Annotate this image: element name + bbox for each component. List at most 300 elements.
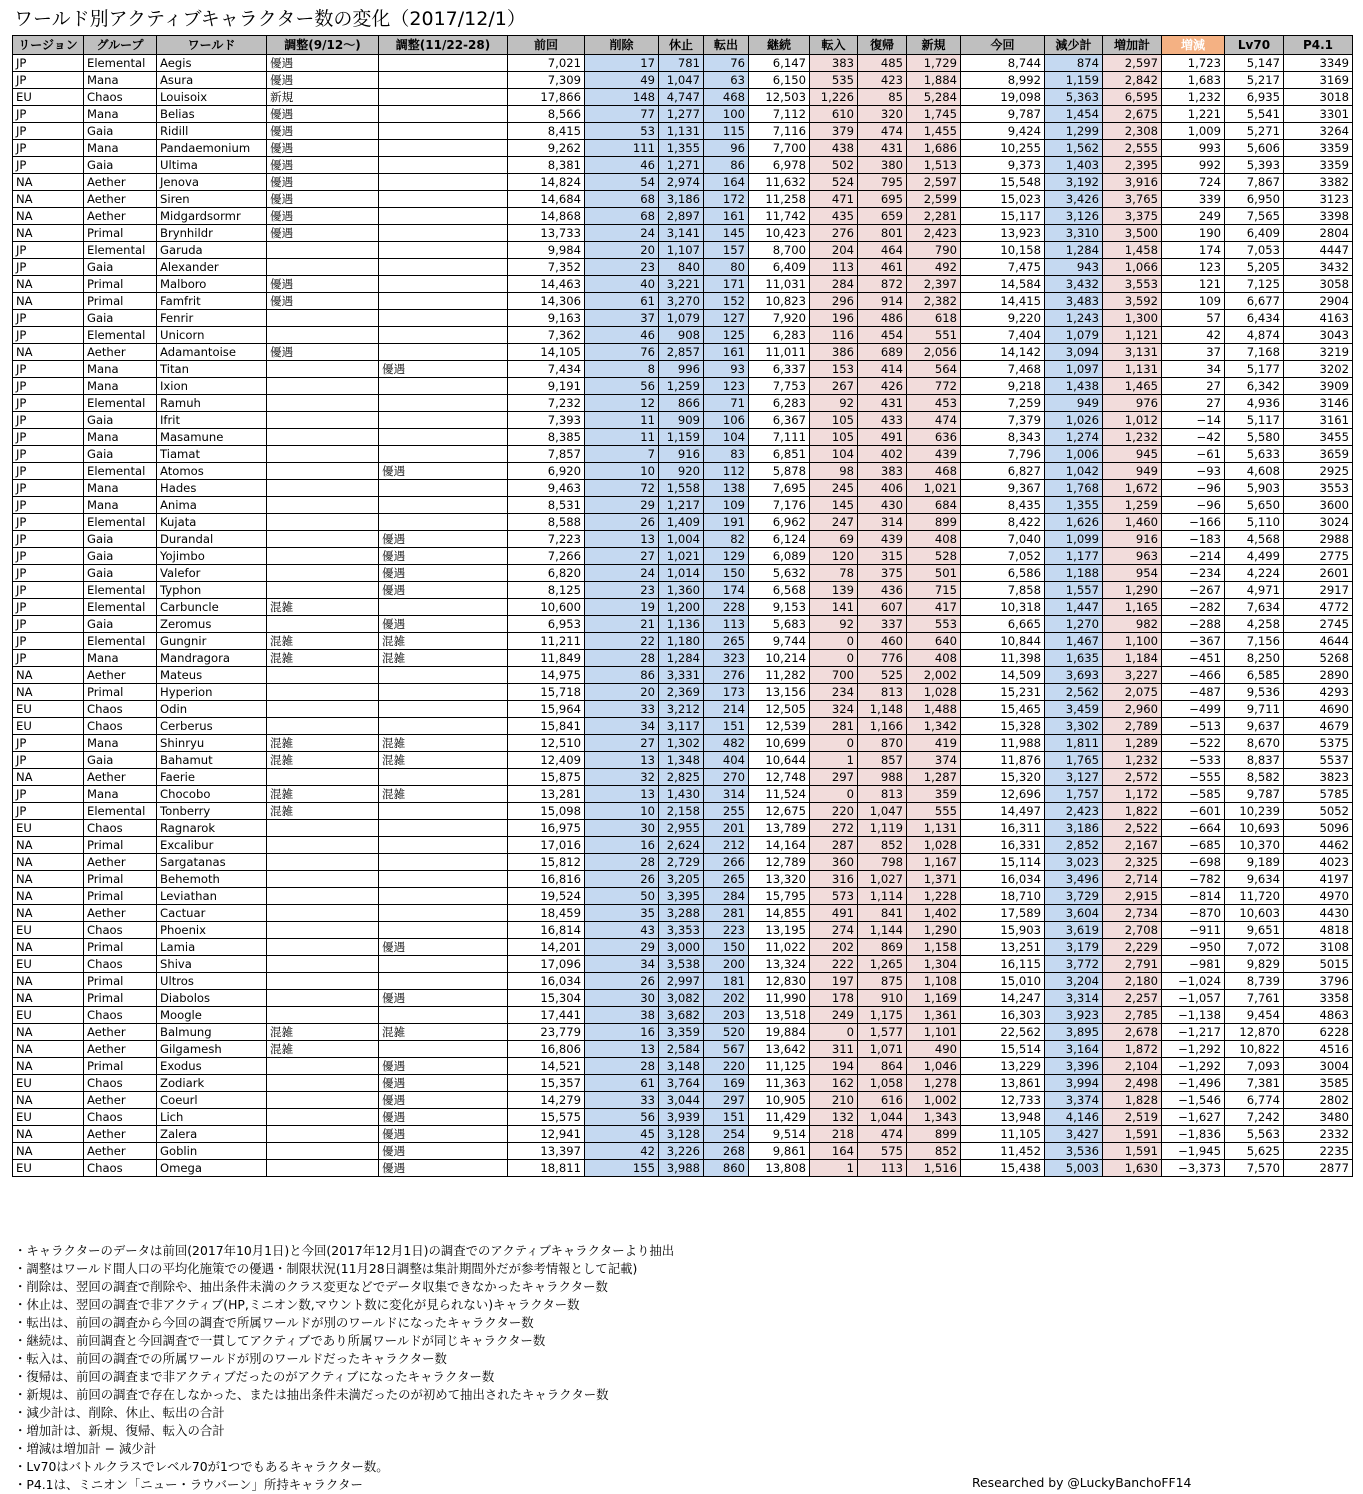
column-header: 前回 [508, 36, 585, 55]
table-cell: 1,232 [1103, 752, 1162, 769]
table-cell: JP [13, 514, 84, 531]
table-cell: Anima [157, 497, 267, 514]
column-header: 今回 [961, 36, 1045, 55]
table-cell: 6,124 [749, 531, 810, 548]
table-cell: 5,878 [749, 463, 810, 480]
table-cell: −870 [1162, 905, 1225, 922]
table-cell: −1,945 [1162, 1143, 1225, 1160]
table-cell: Gungnir [157, 633, 267, 650]
table-cell: Primal [84, 871, 157, 888]
table-cell: 423 [858, 72, 907, 89]
table-cell: 2,789 [1103, 718, 1162, 735]
table-cell: 4,747 [659, 89, 704, 106]
table-cell: 2,395 [1103, 157, 1162, 174]
table-cell: 1,009 [1162, 123, 1225, 140]
table-cell: 249 [810, 1007, 858, 1024]
table-cell: 1,021 [659, 548, 704, 565]
table-cell: 4679 [1284, 718, 1353, 735]
table-cell [267, 242, 379, 259]
table-cell [379, 293, 508, 310]
table-cell: 優遇 [379, 361, 508, 378]
table-cell: 6,342 [1225, 378, 1284, 395]
table-cell: 360 [810, 854, 858, 871]
table-cell: 14,521 [508, 1058, 585, 1075]
table-cell: 7,379 [961, 412, 1045, 429]
table-cell: 18,811 [508, 1160, 585, 1177]
table-cell: 4293 [1284, 684, 1353, 701]
table-cell: 16,806 [508, 1041, 585, 1058]
table-cell: 8,588 [508, 514, 585, 531]
table-cell: 11 [585, 412, 659, 429]
table-cell: NA [13, 191, 84, 208]
table-cell: 5,633 [1225, 446, 1284, 463]
table-cell: 1,159 [1045, 72, 1103, 89]
table-row [13, 871, 1353, 888]
table-cell: 3796 [1284, 973, 1353, 990]
table-cell: 9,787 [1225, 786, 1284, 803]
table-cell: 7,223 [508, 531, 585, 548]
table-cell: 15,010 [961, 973, 1045, 990]
table-cell: 5,217 [1225, 72, 1284, 89]
table-cell: 5,271 [1225, 123, 1284, 140]
table-cell: 7,761 [1225, 990, 1284, 1007]
table-cell: 28 [585, 1058, 659, 1075]
table-cell: 13,397 [508, 1143, 585, 1160]
table-cell: 857 [858, 752, 907, 769]
table-cell: Exodus [157, 1058, 267, 1075]
table-cell: 3,331 [659, 667, 704, 684]
table-cell: 11,011 [749, 344, 810, 361]
table-cell: 10,318 [961, 599, 1045, 616]
table-cell: 3382 [1284, 174, 1353, 191]
table-cell: 2745 [1284, 616, 1353, 633]
table-cell [267, 854, 379, 871]
table-cell: 13,518 [749, 1007, 810, 1024]
table-cell: 1,355 [1045, 497, 1103, 514]
table-cell: −533 [1162, 752, 1225, 769]
table-cell [379, 259, 508, 276]
table-cell: Hades [157, 480, 267, 497]
table-cell: 553 [907, 616, 961, 633]
table-cell: 56 [585, 378, 659, 395]
table-row [13, 565, 1353, 582]
table-cell: 2,555 [1103, 140, 1162, 157]
table-cell: 7,125 [1225, 276, 1284, 293]
table-cell: EU [13, 922, 84, 939]
table-cell: Aether [84, 1143, 157, 1160]
table-cell: 1,300 [1103, 310, 1162, 327]
table-cell: 5375 [1284, 735, 1353, 752]
table-cell: 12,409 [508, 752, 585, 769]
table-cell: 優遇 [267, 140, 379, 157]
table-cell: 1,158 [907, 939, 961, 956]
table-cell: 13,808 [749, 1160, 810, 1177]
table-cell: −487 [1162, 684, 1225, 701]
table-cell: 145 [810, 497, 858, 514]
table-cell: 14,509 [961, 667, 1045, 684]
table-cell [267, 548, 379, 565]
table-cell: 9,191 [508, 378, 585, 395]
table-cell: 混雑 [379, 1024, 508, 1041]
table-cell: 3,186 [1045, 820, 1103, 837]
table-cell: 406 [858, 480, 907, 497]
table-cell: Aether [84, 905, 157, 922]
table-cell: 129 [704, 548, 749, 565]
table-cell: 優遇 [267, 174, 379, 191]
table-cell: 優遇 [267, 191, 379, 208]
table-cell: 14,824 [508, 174, 585, 191]
table-row [13, 412, 1353, 429]
table-cell: −214 [1162, 548, 1225, 565]
table-cell: 474 [858, 1126, 907, 1143]
table-cell: JP [13, 752, 84, 769]
table-cell: 6,677 [1225, 293, 1284, 310]
table-cell: 1,184 [1103, 650, 1162, 667]
table-cell: 17,441 [508, 1007, 585, 1024]
table-cell: 12,675 [749, 803, 810, 820]
table-cell: 7,168 [1225, 344, 1284, 361]
table-cell [379, 701, 508, 718]
table-cell [379, 276, 508, 293]
table-cell: 5785 [1284, 786, 1353, 803]
table-cell: Jenova [157, 174, 267, 191]
table-cell: 1,630 [1103, 1160, 1162, 1177]
table-cell: 優遇 [267, 72, 379, 89]
table-cell: JP [13, 429, 84, 446]
table-cell: 115 [704, 123, 749, 140]
table-cell: NA [13, 1143, 84, 1160]
table-cell: 7,381 [1225, 1075, 1284, 1092]
table-cell: NA [13, 939, 84, 956]
table-cell: 5,147 [1225, 55, 1284, 72]
table-cell: 164 [810, 1143, 858, 1160]
table-cell: 10 [585, 463, 659, 480]
table-cell: 15,514 [961, 1041, 1045, 1058]
table-cell: 5,903 [1225, 480, 1284, 497]
table-cell: 8,343 [961, 429, 1045, 446]
table-cell: 13,320 [749, 871, 810, 888]
table-cell: 535 [810, 72, 858, 89]
table-cell [267, 922, 379, 939]
table-cell: 50 [585, 888, 659, 905]
table-cell: NA [13, 293, 84, 310]
table-cell: 7,434 [508, 361, 585, 378]
table-cell: 3,186 [659, 191, 704, 208]
table-cell: Cactuar [157, 905, 267, 922]
table-row [13, 1126, 1353, 1143]
table-cell [379, 905, 508, 922]
table-cell: 71 [704, 395, 749, 412]
table-cell: JP [13, 582, 84, 599]
table-cell [267, 259, 379, 276]
table-cell: 474 [907, 412, 961, 429]
table-cell: 4,936 [1225, 395, 1284, 412]
table-cell: 6,409 [1225, 225, 1284, 242]
table-cell: 3,459 [1045, 701, 1103, 718]
table-cell: 3432 [1284, 259, 1353, 276]
table-cell: JP [13, 786, 84, 803]
table-row [13, 327, 1353, 344]
table-cell: 15,357 [508, 1075, 585, 1092]
table-cell: 76 [585, 344, 659, 361]
table-cell: 3,205 [659, 871, 704, 888]
table-cell: 4,224 [1225, 565, 1284, 582]
table-cell: 813 [858, 786, 907, 803]
table-cell: 7,259 [961, 395, 1045, 412]
table-cell [379, 55, 508, 72]
table-cell: 169 [704, 1075, 749, 1092]
table-cell: 優遇 [379, 531, 508, 548]
table-cell: 1,131 [907, 820, 961, 837]
table-cell: 優遇 [267, 225, 379, 242]
table-cell: 3,682 [659, 1007, 704, 1024]
table-cell: 801 [858, 225, 907, 242]
table-cell: 228 [704, 599, 749, 616]
table-cell: NA [13, 888, 84, 905]
table-cell: 528 [907, 548, 961, 565]
table-cell: −42 [1162, 429, 1225, 446]
table-cell: 3,592 [1103, 293, 1162, 310]
table-cell: 109 [704, 497, 749, 514]
table-cell: Yojimbo [157, 548, 267, 565]
table-cell: 9,744 [749, 633, 810, 650]
table-cell: 14,855 [749, 905, 810, 922]
column-header: Lv70 [1225, 36, 1284, 55]
table-cell: 287 [810, 837, 858, 854]
table-cell: 3202 [1284, 361, 1353, 378]
table-cell: Mana [84, 480, 157, 497]
table-cell: 13,733 [508, 225, 585, 242]
table-cell: 1,361 [907, 1007, 961, 1024]
table-cell: 1,438 [1045, 378, 1103, 395]
table-cell: 4462 [1284, 837, 1353, 854]
table-cell: 優遇 [379, 616, 508, 633]
table-row [13, 463, 1353, 480]
table-cell: 5537 [1284, 752, 1353, 769]
table-cell [267, 480, 379, 497]
column-header: 減少計 [1045, 36, 1103, 55]
table-cell: Aether [84, 769, 157, 786]
table-cell: 610 [810, 106, 858, 123]
table-cell: 1,114 [858, 888, 907, 905]
table-cell: 3,538 [659, 956, 704, 973]
table-cell: 2,498 [1103, 1075, 1162, 1092]
table-cell: 1,221 [1162, 106, 1225, 123]
table-cell: Mana [84, 735, 157, 752]
table-cell: 6,337 [749, 361, 810, 378]
table-cell: 0 [810, 1024, 858, 1041]
table-cell: 316 [810, 871, 858, 888]
table-cell: 3169 [1284, 72, 1353, 89]
table-cell: 優遇 [267, 276, 379, 293]
table-cell [267, 463, 379, 480]
table-cell: 164 [704, 174, 749, 191]
table-cell: 1,872 [1103, 1041, 1162, 1058]
table-cell: 123 [1162, 259, 1225, 276]
table-cell: 8,422 [961, 514, 1045, 531]
table-cell: 2,397 [907, 276, 961, 293]
table-cell: Aether [84, 208, 157, 225]
table-cell: 138 [704, 480, 749, 497]
table-cell: 1,271 [659, 157, 704, 174]
table-cell: 2877 [1284, 1160, 1353, 1177]
table-cell: −513 [1162, 718, 1225, 735]
table-cell: 1,577 [858, 1024, 907, 1041]
table-cell: 555 [907, 803, 961, 820]
table-cell: 1,172 [1103, 786, 1162, 803]
table-cell: 混雑 [267, 1024, 379, 1041]
table-cell: −1,217 [1162, 1024, 1225, 1041]
table-cell: 162 [810, 1075, 858, 1092]
table-cell: 1,558 [659, 480, 704, 497]
table-cell: 13,789 [749, 820, 810, 837]
table-cell: 4447 [1284, 242, 1353, 259]
table-cell: 96 [704, 140, 749, 157]
table-cell: 92 [810, 616, 858, 633]
table-cell: 3,916 [1103, 174, 1162, 191]
table-cell: 30 [585, 990, 659, 1007]
table-cell [267, 1160, 379, 1177]
table-cell: Carbuncle [157, 599, 267, 616]
credit: Researched by @LuckyBanchoFF14 [972, 1475, 1192, 1490]
table-cell: 284 [704, 888, 749, 905]
table-cell: Gaia [84, 616, 157, 633]
table-cell: 1,026 [1045, 412, 1103, 429]
table-cell: 1,165 [1103, 599, 1162, 616]
table-cell: 11,990 [749, 990, 810, 1007]
table-cell: 380 [858, 157, 907, 174]
table-cell: JP [13, 616, 84, 633]
table-cell [379, 208, 508, 225]
table-cell: 20 [585, 684, 659, 701]
table-cell: 408 [907, 531, 961, 548]
table-cell: 16,311 [961, 820, 1045, 837]
table-cell: 1,004 [659, 531, 704, 548]
table-cell: Aether [84, 667, 157, 684]
table-cell: 866 [659, 395, 704, 412]
table-cell: 優遇 [379, 548, 508, 565]
table-cell: 13,861 [961, 1075, 1045, 1092]
table-cell: 10,370 [1225, 837, 1284, 854]
table-cell: 6,978 [749, 157, 810, 174]
table-cell [379, 718, 508, 735]
table-cell: 優遇 [379, 1160, 508, 1177]
table-cell: 9,861 [749, 1143, 810, 1160]
note-line: ・転出は、前回の調査から今回の調査で所属ワールドが別のワールドになったキャラクター数 [14, 1315, 534, 1330]
table-cell: Ultros [157, 973, 267, 990]
table-cell: 222 [810, 956, 858, 973]
table-cell: 5,625 [1225, 1143, 1284, 1160]
table-cell: −522 [1162, 735, 1225, 752]
table-cell: 2,624 [659, 837, 704, 854]
column-header: 転出 [704, 36, 749, 55]
table-cell: JP [13, 633, 84, 650]
table-cell: 20 [585, 242, 659, 259]
table-cell: 7,093 [1225, 1058, 1284, 1075]
table-cell: Mana [84, 72, 157, 89]
table-cell: 16,814 [508, 922, 585, 939]
table-cell: Phoenix [157, 922, 267, 939]
table-cell: 161 [704, 208, 749, 225]
column-header: P4.1 [1284, 36, 1353, 55]
table-cell: 813 [858, 684, 907, 701]
table-cell: Chaos [84, 1007, 157, 1024]
table-row [13, 497, 1353, 514]
table-cell: 15,438 [961, 1160, 1045, 1177]
table-cell: 8,125 [508, 582, 585, 599]
table-cell: 798 [858, 854, 907, 871]
table-cell: 359 [907, 786, 961, 803]
table-cell: 15,795 [749, 888, 810, 905]
table-cell: 1 [810, 752, 858, 769]
table-cell: 1,144 [858, 922, 907, 939]
table-cell: 453 [907, 395, 961, 412]
table-cell: 23 [585, 259, 659, 276]
table-cell: 混雑 [267, 633, 379, 650]
table-cell: Primal [84, 1058, 157, 1075]
table-cell: 11,398 [961, 650, 1045, 667]
table-cell: 196 [810, 310, 858, 327]
table-cell: −288 [1162, 616, 1225, 633]
table-cell: 8,744 [961, 55, 1045, 72]
table-cell: 1,562 [1045, 140, 1103, 157]
table-cell: 2,180 [1103, 973, 1162, 990]
table-cell: 2,519 [1103, 1109, 1162, 1126]
table-cell: 11,452 [961, 1143, 1045, 1160]
table-cell: −1,546 [1162, 1092, 1225, 1109]
table-row [13, 395, 1353, 412]
table-cell: 13,156 [749, 684, 810, 701]
table-cell: Ultima [157, 157, 267, 174]
table-cell: 7,072 [1225, 939, 1284, 956]
table-cell: 2,002 [907, 667, 961, 684]
table-cell: 1,232 [1103, 429, 1162, 446]
table-cell [267, 667, 379, 684]
table-cell: 7,156 [1225, 633, 1284, 650]
table-cell: 2,960 [1103, 701, 1162, 718]
table-cell: EU [13, 89, 84, 106]
table-cell: 3,395 [659, 888, 704, 905]
table-cell: 431 [858, 140, 907, 157]
table-cell: 127 [704, 310, 749, 327]
table-cell: 優遇 [267, 344, 379, 361]
table-cell: 2,857 [659, 344, 704, 361]
table-cell: −499 [1162, 701, 1225, 718]
table-cell: 27 [1162, 395, 1225, 412]
table-cell: −166 [1162, 514, 1225, 531]
table-cell: 6,283 [749, 327, 810, 344]
column-header: 転入 [810, 36, 858, 55]
table-cell: 3,164 [1045, 1041, 1103, 1058]
table-cell: 8,435 [961, 497, 1045, 514]
table-cell: 13,229 [961, 1058, 1045, 1075]
table-cell: 575 [858, 1143, 907, 1160]
table-cell: 9,514 [749, 1126, 810, 1143]
table-cell: 3123 [1284, 191, 1353, 208]
table-cell: 1,299 [1045, 123, 1103, 140]
table-cell: 1,243 [1045, 310, 1103, 327]
table-cell: 324 [810, 701, 858, 718]
table-cell: 524 [810, 174, 858, 191]
table-cell: −1,292 [1162, 1058, 1225, 1075]
table-cell: 優遇 [379, 565, 508, 582]
table-cell: 172 [704, 191, 749, 208]
table-cell: 3,000 [659, 939, 704, 956]
table-cell: Mana [84, 140, 157, 157]
table-cell: 3,314 [1045, 990, 1103, 1007]
table-cell: Coeurl [157, 1092, 267, 1109]
table-row [13, 174, 1353, 191]
